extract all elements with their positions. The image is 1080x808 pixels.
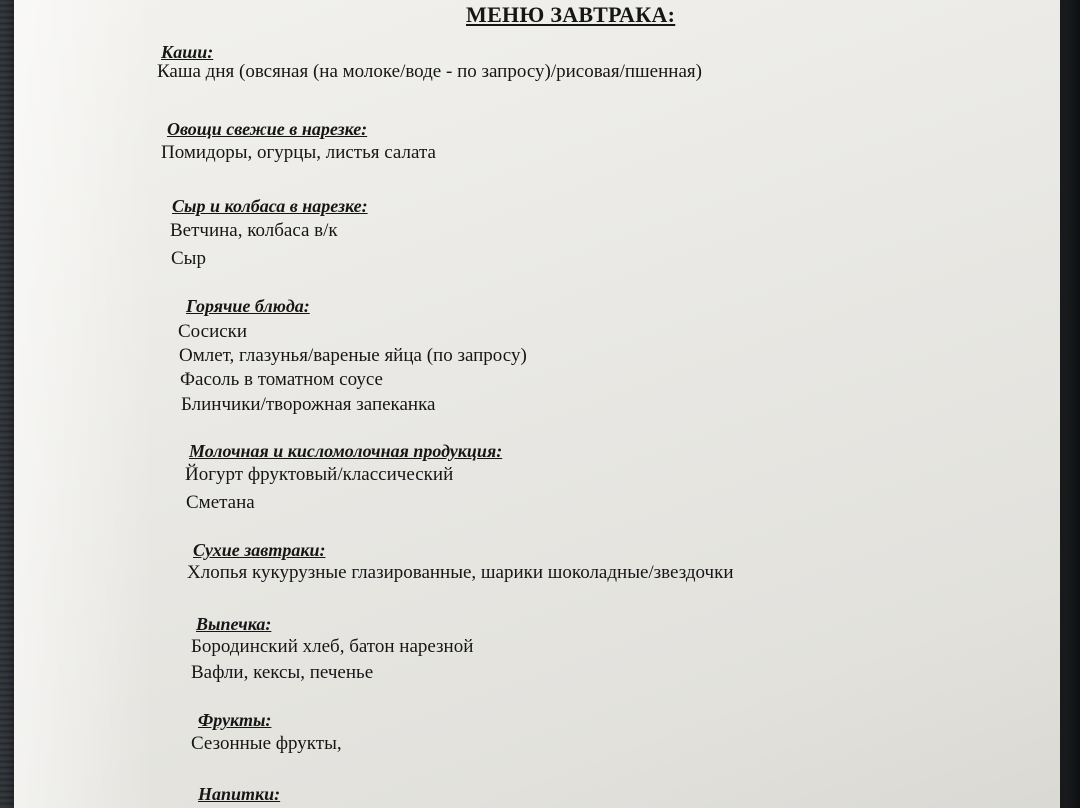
menu-item: Йогурт фруктовый/классический [185, 464, 454, 485]
section-heading-bakery: Выпечка: [196, 614, 272, 634]
section-heading-dairy: Молочная и кисломолочная продукция: [189, 441, 503, 461]
menu-item: Сосиски [178, 321, 248, 342]
menu-item: Блинчики/творожная запеканка [181, 394, 436, 415]
menu-item: Сыр [171, 248, 206, 269]
menu-item: Бородинский хлеб, батон нарезной [191, 636, 474, 657]
menu-item: Хлопья кукурузные глазированные, шарики шоколадные/звездочки [187, 562, 734, 583]
menu-item: Сметана [186, 492, 255, 513]
section-heading-fruit: Фрукты: [198, 710, 272, 730]
menu-sheet [14, 0, 1060, 808]
menu-item: Каша дня (овсяная (на молоке/воде - по запросу)/рисовая/пшенная) [157, 61, 702, 82]
menu-title: МЕНЮ ЗАВТРАКА: [466, 2, 676, 27]
breakfast-menu [14, 0, 1060, 808]
menu-item: Омлет, глазунья/вареные яйца (по запросу) [179, 345, 527, 366]
menu-item: Ветчина, колбаса в/к [170, 220, 338, 241]
section-heading-cold-cuts: Сыр и колбаса в нарезке: [172, 196, 368, 216]
menu-item: Сезонные фрукты, [191, 733, 342, 754]
section-heading-drinks: Напитки: [198, 784, 281, 804]
menu-item: Помидоры, огурцы, листья салата [161, 142, 436, 163]
menu-item: Фасоль в томатном соусе [180, 369, 383, 390]
section-heading-porridge: Каши: [161, 42, 214, 62]
section-heading-cereals: Сухие завтраки: [193, 540, 326, 560]
section-heading-hot-dishes: Горячие блюда: [186, 296, 310, 316]
menu-item: Вафли, кексы, печенье [191, 662, 374, 683]
section-heading-vegetables: Овощи свежие в нарезке: [167, 119, 368, 139]
